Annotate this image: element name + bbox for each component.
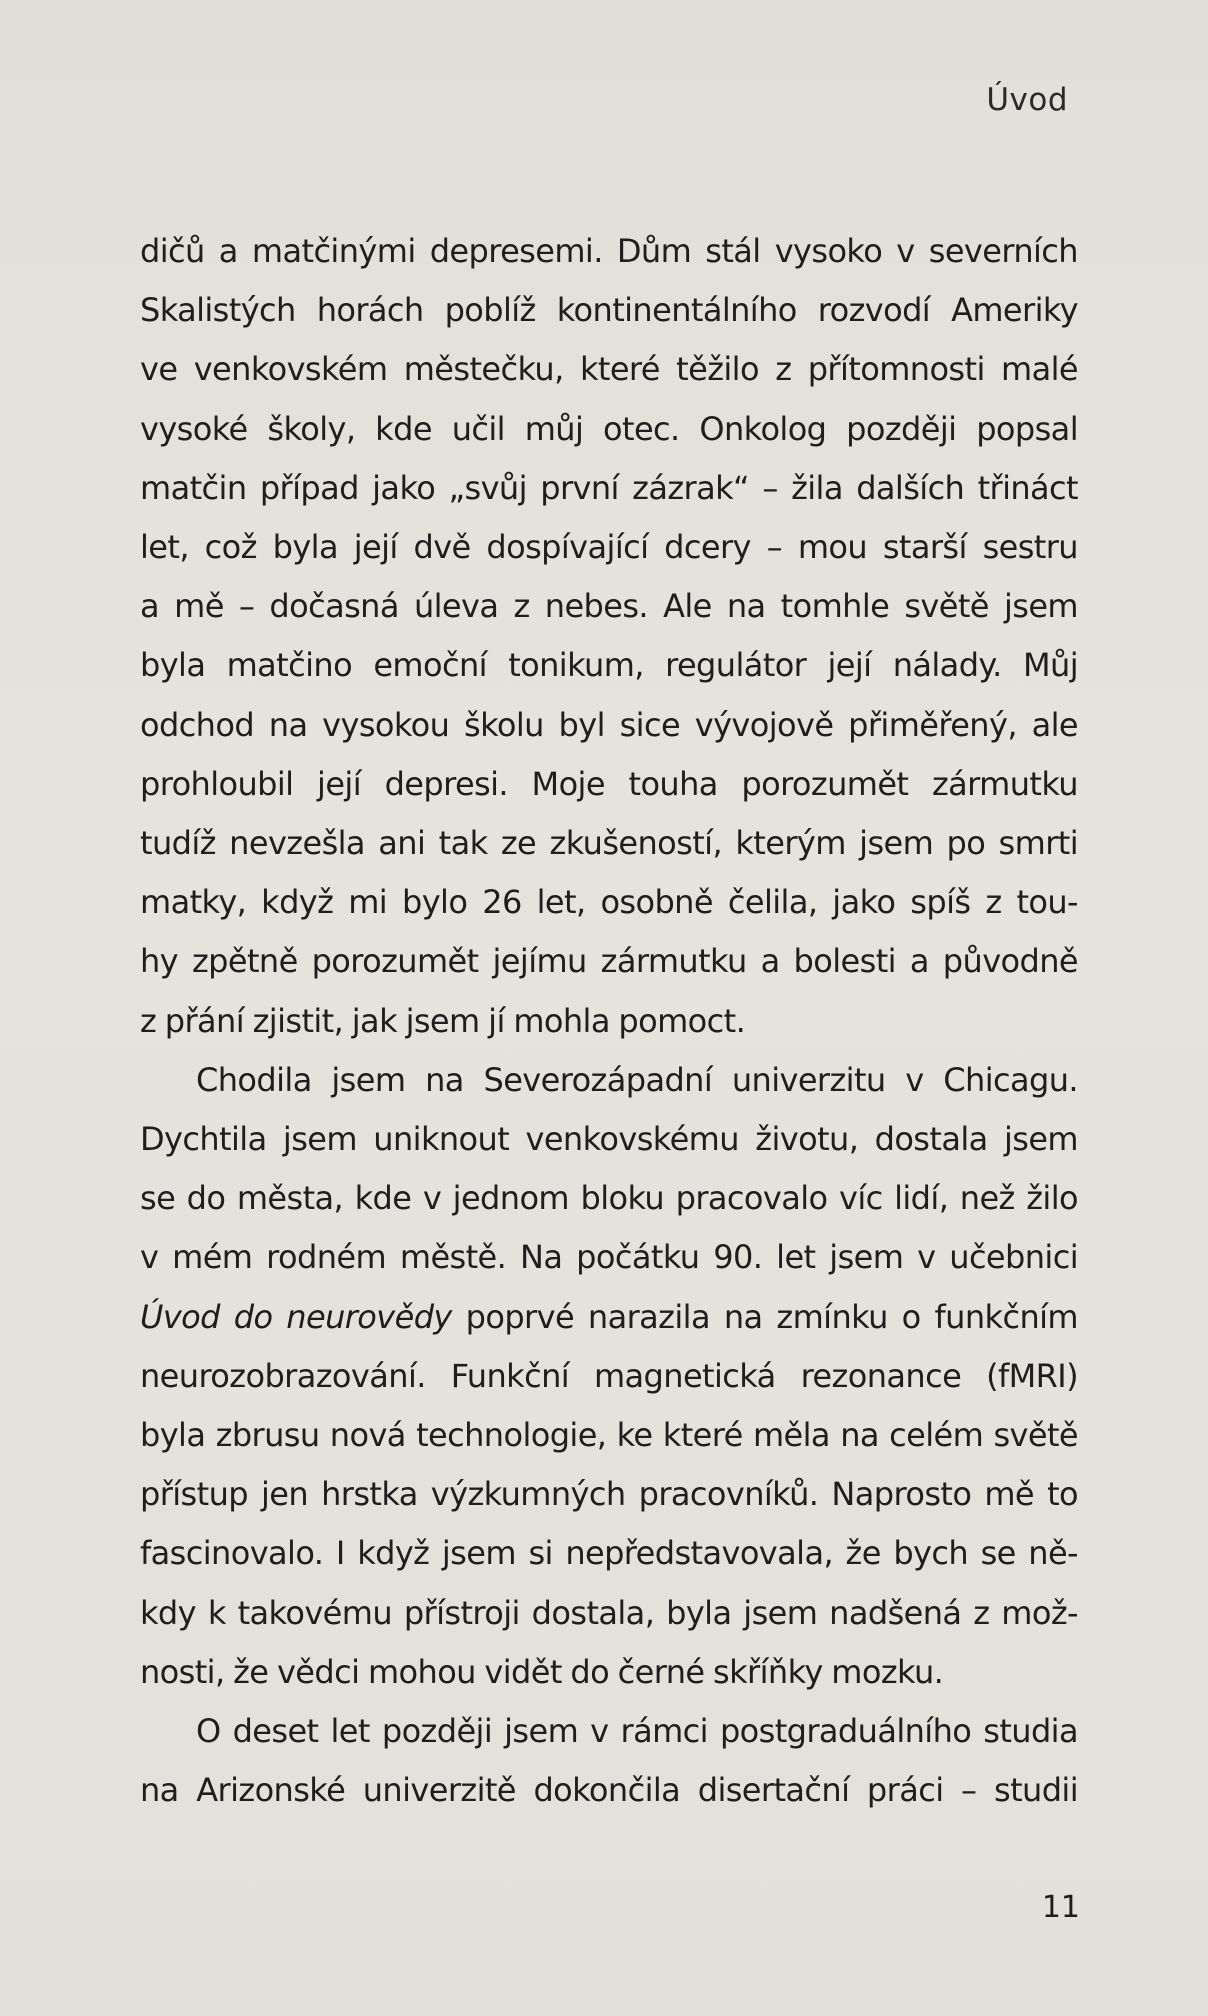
text-line: hy zpětně porozumět jejímu zármutku a bolesti a původně — [140, 942, 1078, 981]
text-line: matčin případ jako „svůj první zázrak“ – žila dalších třináct — [140, 468, 1078, 507]
paragraph-3 — [140, 1702, 1078, 1820]
paragraph-1 — [140, 222, 1078, 1051]
text-line: se do města, kde v jednom bloku pracovalo víc lidí, než žilo — [140, 1179, 1078, 1218]
text-line: kdy k takovému přístroji dostala, byla jsem nadšená z mož- — [140, 1593, 1078, 1632]
text-line: ve venkovském městečku, které těžilo z přítomnosti malé — [140, 350, 1078, 389]
text-line: neurozobrazování. Funkční magnetická rezonance (fMRI) — [140, 1356, 1078, 1395]
text-line: Skalistých horách poblíž kontinentálního rozvodí Ameriky — [140, 291, 1078, 330]
text-line: matky, když mi bylo 26 let, osobně čelila, jako spíš z tou- — [140, 883, 1078, 922]
text-line: nosti, že vědci mohou vidět do černé skříňky mozku. — [140, 1652, 944, 1691]
text-line: fascinovalo. I když jsem si nepředstavovala, že bych se ně- — [140, 1534, 1078, 1573]
book-title-italic: Úvod do neurovědy — [140, 1297, 452, 1336]
text-line: odchod na vysokou školu byl sice vývojově přiměřený, ale — [140, 705, 1078, 744]
text-line: Chodila jsem na Severozápadní univerzitu v Chicagu. — [196, 1060, 1078, 1099]
body-text — [140, 222, 1078, 1820]
text-line: byla zbrusu nová technologie, ke které měla na celém světě — [140, 1416, 1078, 1455]
text-line: let, což byla její dvě dospívající dcery – mou starší sestru — [140, 528, 1078, 567]
paragraph-2 — [140, 1051, 1078, 1702]
text-fragment: poprvé narazila na zmínku o funkčním — [451, 1297, 1078, 1336]
text-line: na Arizonské univerzitě dokončila disertační práci – studii — [140, 1771, 1078, 1810]
text-line: v mém rodném městě. Na počátku 90. let jsem v učebnici — [140, 1238, 1078, 1277]
running-head: Úvod — [986, 82, 1068, 118]
text-line: byla matčino emoční tonikum, regulátor její nálady. Můj — [140, 646, 1078, 685]
text-line: vysoké školy, kde učil můj otec. Onkolog později popsal — [140, 409, 1078, 448]
text-line-with-title — [140, 1288, 1078, 1347]
text-line: Dychtila jsem uniknout venkovskému životu, dostala jsem — [140, 1120, 1078, 1159]
text-line: O deset let později jsem v rámci postgraduálního studia — [196, 1712, 1078, 1751]
text-line: dičů a matčinými depresemi. Dům stál vysoko v severních — [140, 232, 1078, 270]
text-line: tudíž nevzešla ani tak ze zkušeností, kterým jsem po smrti — [140, 824, 1078, 863]
page-number: 11 — [1041, 1890, 1080, 1925]
text-line: z přání zjistit, jak jsem jí mohla pomoct. — [140, 1001, 746, 1040]
text-line: a mě – dočasná úleva z nebes. Ale na tomhle světě jsem — [140, 587, 1078, 626]
text-line: přístup jen hrstka výzkumných pracovníků. Naprosto mě to — [140, 1475, 1078, 1514]
text-line: prohloubil její depresi. Moje touha porozumět zármutku — [140, 764, 1078, 803]
